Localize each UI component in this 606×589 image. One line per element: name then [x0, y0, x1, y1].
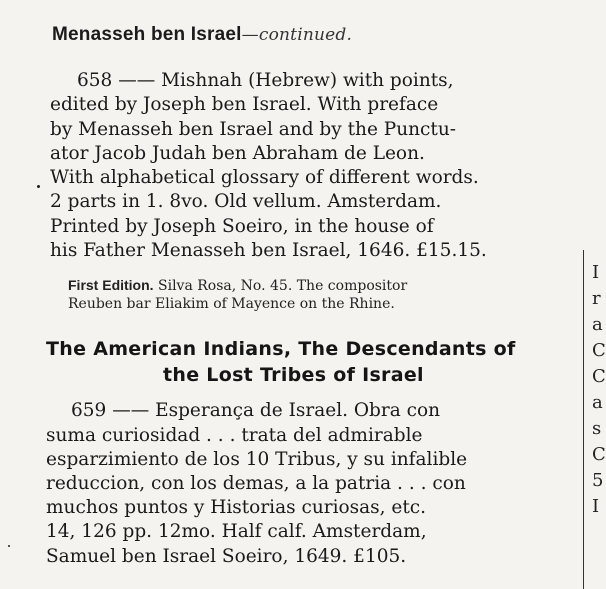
edge-letter: s [592, 418, 602, 439]
entry-658-line-5: With alphabetical glossary of different words. [50, 167, 479, 188]
section-heading-line-2: the Lost Tribes of Israel [163, 364, 424, 386]
entry-658-line-1: 658 —— Mishnah (Hebrew) with points, [77, 70, 454, 91]
entry-658-line-3: by Menasseh ben Israel and by the Punctu- [50, 119, 457, 140]
entry-659-line-4: reduccion, con los demas, a la patria . . . con [46, 473, 466, 494]
entry-659-line-6: 14, 126 pp. 12mo. Half calf. Amsterdam, [46, 521, 427, 542]
scan-speck [8, 545, 10, 547]
entry-658-line-2: edited by Joseph ben Israel. With preface [50, 94, 439, 115]
running-head-continued: —continued. [241, 25, 353, 45]
edge-letter: C [592, 340, 606, 361]
section-heading-line-1: The American Indians, The Descendants of [46, 338, 516, 360]
entry-658-note-1 [68, 277, 407, 294]
edge-letter: a [592, 392, 603, 413]
column-rule [583, 250, 584, 589]
entry-658-line-6: 2 parts in 1. 8vo. Old vellum. Amsterdam. [50, 191, 442, 212]
running-head [52, 24, 352, 46]
first-edition-label: First Edition. [68, 277, 154, 293]
entry-659-line-7: Samuel ben Israel Soeiro, 1649. £105. [46, 546, 407, 567]
edge-letter: C [592, 444, 606, 465]
entry-659-line-3: esparzimiento de los 10 Tribus, y su infalible [46, 449, 468, 470]
edge-letter: a [592, 314, 603, 335]
edge-letter: r [592, 288, 601, 309]
entry-659-line-2: suma curiosidad . . . trata del admirable [46, 425, 423, 446]
scan-speck [37, 185, 40, 188]
edge-letter: 5 [592, 470, 604, 491]
entry-659-line-5: muchos puntos y Historias curiosas, etc. [46, 497, 427, 518]
entry-658-note-2: Reuben bar Eliakim of Mayence on the Rhine. [68, 296, 395, 312]
edge-letter: I [592, 496, 600, 517]
note-text-1: Silva Rosa, No. 45. The compositor [158, 278, 408, 294]
edge-letter: C [592, 366, 606, 387]
edge-letter: I [592, 262, 600, 283]
entry-658-line-7: Printed by Joseph Soeiro, in the house of [50, 216, 434, 237]
entry-658-line-8: his Father Menasseh ben Israel, 1646. £15.15. [50, 240, 487, 261]
entry-658-line-4: ator Jacob Judah ben Abraham de Leon. [50, 143, 425, 164]
running-head-name: Menasseh ben Israel [52, 24, 242, 45]
entry-659-line-1: 659 —— Esperança de Israel. Obra con [71, 400, 441, 421]
